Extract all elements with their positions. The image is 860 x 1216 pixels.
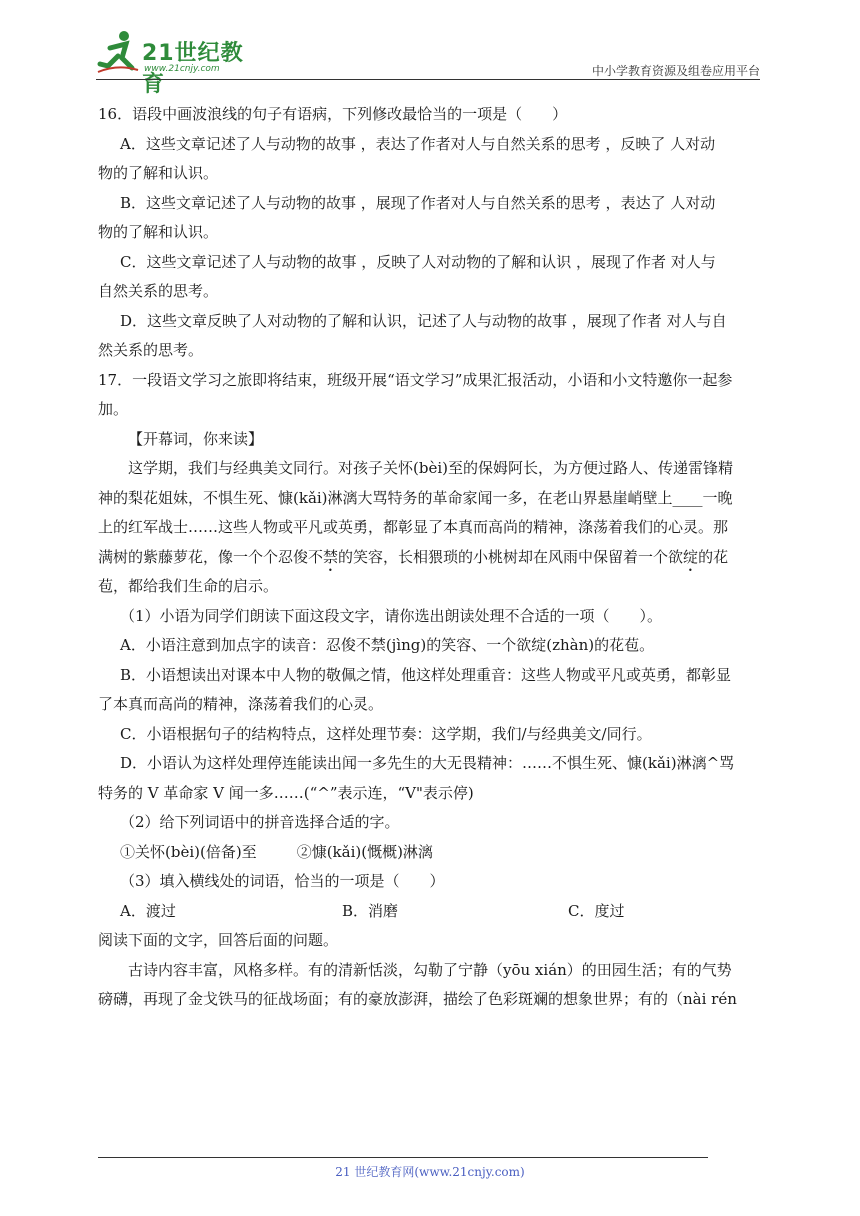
logo-text: 21世纪教育 xyxy=(142,41,244,97)
passage-line: 上的红军战士……这些人物或平凡或英勇，都彰显了本真而高尚的精神，涤荡着我们的心灵。那 xyxy=(98,518,729,536)
q17-section-title: 【开幕词，你来读】 xyxy=(128,429,264,448)
passage-line: 这学期，我们与经典美文同行。对孩子关怀(bèi)至的保姆阿长，为方便过路人、传递雷锋精 xyxy=(128,459,733,477)
footer-divider xyxy=(98,1157,708,1158)
passage-line: 苞，都给我们生命的启示。 xyxy=(98,577,279,595)
passage-text: 的笑容，长相猥琐的小桃树却在风雨中保留着一个欲 xyxy=(338,547,684,566)
q16-option-c: C．这些文章记述了人与动物的故事 ，反映了人对动物的了解和认识 ，展现了作者 对人与 xyxy=(120,252,716,271)
header-divider xyxy=(96,79,760,80)
sub2-item: ①关怀(bèi)(倍备)至 xyxy=(120,842,257,861)
page-header xyxy=(96,28,760,97)
q16-option-d: D．这些文章反映了人对动物的了解和认识，记述了人与动物的故事 ，展现了作者 对人与自 xyxy=(120,311,727,330)
q17-sub3-options xyxy=(98,897,762,927)
q16-option-d-cont: 然关系的思考。 xyxy=(98,341,204,359)
dotted-char: 绽 xyxy=(683,547,699,566)
q16-option-b: B．这些文章记述了人与动物的故事 ，展现了作者对人与自然关系的思考 ，表达了 人对动 xyxy=(120,193,716,212)
q16-stem: 16．语段中画波浪线的句子有语病，下列修改最恰当的一项是（ ） xyxy=(98,105,568,123)
q16-option-c-cont: 自然关系的思考。 xyxy=(98,282,219,300)
option-a: A．渡过 xyxy=(120,901,176,920)
dotted-char: 禁 xyxy=(323,547,339,566)
reading-line: 磅礴，再现了金戈铁马的征战场面；有的豪放澎湃，描绘了色彩斑斓的想象世界；有的（nài rén xyxy=(98,990,737,1008)
q17-sub1-stem: （1）小语为同学们朗读下面这段文字，请你选出朗读处理不合适的一项（ ）。 xyxy=(120,606,663,625)
logo xyxy=(96,28,266,97)
reading-line: 古诗内容丰富，风格多样。有的清新恬淡，勾勒了宁静（yōu xián）的田园生活；有的气势 xyxy=(128,960,732,979)
reading-intro: 阅读下面的文字，回答后面的问题。 xyxy=(98,931,339,949)
sub2-item: ②慷(kǎi)(慨概)淋漓 xyxy=(296,842,433,861)
runner-logo-icon xyxy=(96,28,140,76)
option-c: C．度过 xyxy=(568,901,625,920)
q17-sub1-option-d-cont: 特务的 V 革命家 V 闻一多……(“^”表示连，“V"表示停) xyxy=(98,783,474,802)
document-body xyxy=(98,100,762,1015)
q16-option-a-cont: 物的了解和认识。 xyxy=(98,164,219,182)
q17-sub2-stem: （2）给下列词语中的拼音选择合适的字。 xyxy=(120,813,400,831)
q17-sub1-option-d: D．小语认为这样处理停连能读出闻一多先生的大无畏精神：……不惧生死、慷(kǎi)淋漓^骂 xyxy=(120,754,735,772)
option-b: B．消磨 xyxy=(342,901,399,920)
q17-sub1-option-c: C．小语根据句子的结构特点，这样处理节奏：这学期，我们/与经典美文/同行。 xyxy=(120,724,652,743)
passage-text: 满树的紫藤萝花，像一个个忍俊不 xyxy=(98,547,324,566)
passage-line xyxy=(98,543,762,573)
passage-line: 神的梨花姐妹，不惧生死、慷(kǎi)淋漓大骂特务的革命家闻一多，在老山界悬崖峭壁上____一晚 xyxy=(98,488,733,507)
q16-option-a: A．这些文章记述了人与动物的故事 ，表达了作者对人与自然关系的思考 ，反映了 人对动 xyxy=(120,134,716,153)
platform-name: 中小学教育资源及组卷应用平台 xyxy=(591,64,760,78)
q17-sub2-items xyxy=(98,838,762,868)
footer-text: 21 世纪教育网(www.21cnjy.com) xyxy=(335,1165,525,1179)
q17-stem: 17．一段语文学习之旅即将结束，班级开展“语文学习”成果汇报活动，小语和小文特邀你一起参 xyxy=(98,370,733,389)
q16-option-b-cont: 物的了解和认识。 xyxy=(98,223,219,241)
q17-stem-cont: 加。 xyxy=(98,400,129,418)
q17-sub1-option-a: A．小语注意到加点字的读音：忍俊不禁(jìng)的笑容、一个欲绽(zhàn)的花苞。 xyxy=(120,636,655,654)
logo-url: www.21cnjy.com xyxy=(144,64,220,74)
q17-sub1-option-b-cont: 了本真而高尚的精神，涤荡着我们的心灵。 xyxy=(98,695,384,713)
passage-text: 的花 xyxy=(698,547,729,566)
q17-sub1-option-b: B．小语想读出对课本中人物的敬佩之情，他这样处理重音：这些人物或平凡或英勇，都彰显 xyxy=(120,665,732,684)
q17-sub3-stem: （3）填入横线处的词语，恰当的一项是（ ） xyxy=(120,872,445,890)
